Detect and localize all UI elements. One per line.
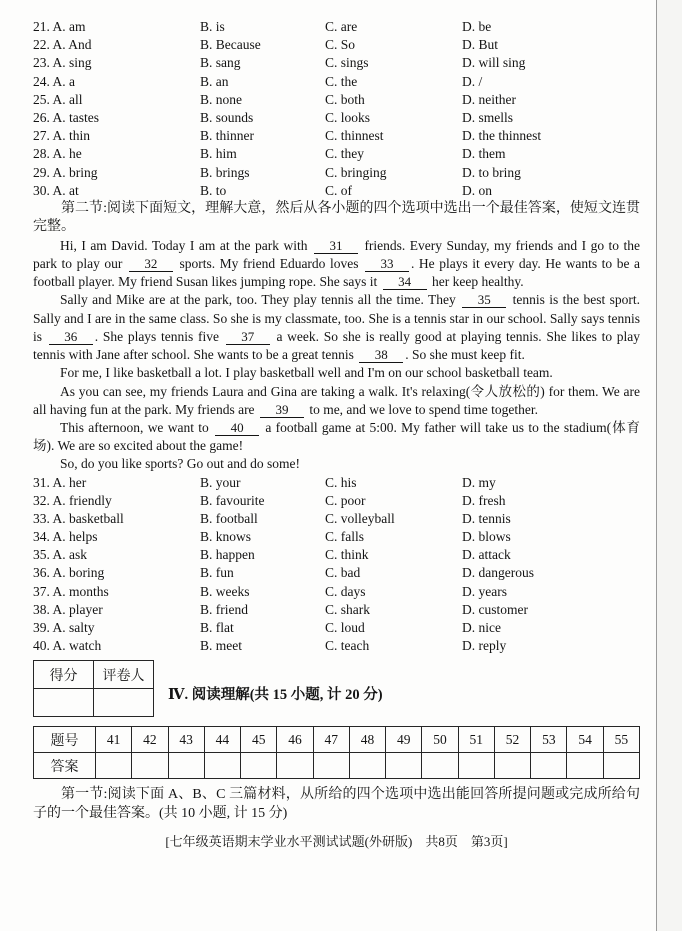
option-number-a: 35. A. ask — [33, 547, 88, 563]
option-b: B. meet — [200, 638, 242, 654]
question-number-cell: 42 — [132, 727, 168, 753]
cloze-paragraph-2 — [33, 291, 640, 364]
option-number-a: 27. A. thin — [33, 128, 91, 144]
option-number-a: 26. A. tastes — [33, 109, 100, 125]
option-number-a: 34. A. helps — [33, 529, 98, 545]
cloze-blank-39: 39 — [260, 403, 304, 418]
exam-page — [33, 18, 640, 852]
passage-text: to me, and we love to spend time together. — [309, 401, 539, 417]
score-box — [33, 660, 154, 717]
passage-text: Sally and Mike are at the park, too. They play tennis all the time. They — [60, 292, 456, 308]
option-b: B. fun — [200, 565, 234, 581]
option-number-a: 23. A. sing — [33, 55, 92, 71]
option-c: C. of — [325, 182, 352, 198]
options-block-31-40 — [33, 474, 640, 656]
option-row-38 — [33, 601, 640, 619]
option-c: C. both — [325, 91, 365, 107]
option-c: C. falls — [325, 529, 364, 545]
option-d: D. dangerous — [462, 565, 534, 581]
option-row-29 — [33, 164, 640, 182]
cloze-paragraph-6 — [33, 455, 640, 473]
question-number-label: 题号 — [34, 727, 96, 753]
option-d: D. them — [462, 146, 506, 162]
option-d: D. on — [462, 182, 492, 198]
option-d: D. attack — [462, 547, 511, 563]
cloze-paragraph-3 — [33, 364, 640, 382]
option-b: B. him — [200, 146, 237, 162]
cloze-blank-34: 34 — [383, 275, 427, 290]
option-number-a: 22. A. And — [33, 37, 92, 53]
option-number-a: 31. A. her — [33, 474, 87, 490]
answer-label: 答案 — [34, 753, 96, 779]
score-section — [33, 660, 640, 717]
question-number-cell: 55 — [603, 727, 639, 753]
option-number-a: 29. A. bring — [33, 164, 98, 180]
option-row-27 — [33, 127, 640, 145]
answer-cell — [531, 753, 567, 779]
answer-cell — [567, 753, 603, 779]
passage-text: her keep healthy. — [431, 274, 524, 290]
question-number-cell: 54 — [567, 727, 603, 753]
option-number-a: 24. A. a — [33, 73, 76, 89]
option-d: D. be — [462, 19, 492, 34]
passage-text: This afternoon, we want to — [60, 419, 209, 435]
option-c: C. his — [325, 474, 357, 490]
passage-text: tennis is the best sport. Sally and I are in the same class. So she is my classmate, too. She is a tennis star in our school. Sally says tennis is — [33, 292, 641, 344]
question-number-cell: 41 — [96, 727, 132, 753]
option-c: C. looks — [325, 109, 371, 125]
option-b: B. none — [200, 91, 242, 107]
option-d: D. reply — [462, 638, 507, 654]
option-c: C. thinnest — [325, 128, 384, 144]
question-number-cell: 43 — [168, 727, 204, 753]
option-c: C. are — [325, 19, 358, 34]
option-d: D. But — [462, 37, 499, 53]
answer-cell — [277, 753, 313, 779]
passage-text: . He plays it every day. He wants to be a football player. My friend Susan likes jumping rope. She says it — [33, 256, 640, 290]
option-number-a: 32. A. friendly — [33, 492, 112, 508]
option-d: D. years — [462, 583, 507, 599]
option-row-34 — [33, 528, 640, 546]
cloze-paragraph-4 — [33, 383, 640, 419]
option-b: B. to — [200, 182, 227, 198]
option-d: D. nice — [462, 620, 501, 636]
scan-page-edge — [656, 0, 682, 931]
answer-cell — [204, 753, 240, 779]
option-row-39 — [33, 619, 640, 637]
page-footer: [七年级英语期末学业水平测试试题(外研版) 共8页 第3页] — [165, 834, 508, 850]
cloze-passage — [33, 237, 640, 474]
passage-text: friends. Every Sunday, my friends and I go to the park to play our — [33, 237, 641, 272]
answer-cell — [458, 753, 494, 779]
option-b: B. sang — [200, 55, 241, 71]
passage-text: Hi, I am David. Today I am at the park with — [60, 237, 308, 253]
cloze-blank-40: 40 — [215, 421, 259, 436]
option-row-28 — [33, 145, 640, 163]
question-number-cell: 49 — [386, 727, 422, 753]
cloze-paragraph-5 — [33, 419, 640, 455]
option-row-31 — [33, 474, 640, 492]
option-number-a: 40. A. watch — [33, 638, 102, 654]
passage-text: So, do you like sports? Go out and do some! — [60, 456, 300, 472]
question-number-cell: 47 — [313, 727, 349, 753]
answer-cell — [494, 753, 530, 779]
cloze-blank-31: 31 — [314, 239, 358, 254]
option-c: C. days — [325, 583, 366, 599]
option-b: B. happen — [200, 547, 255, 563]
option-c: C. shark — [325, 601, 370, 617]
option-c: C. bringing — [325, 164, 387, 180]
passage-text: . She plays tennis five — [94, 328, 219, 344]
option-d: D. blows — [462, 529, 511, 545]
score-label: 得分 — [34, 661, 94, 689]
cloze-blank-37: 37 — [226, 330, 270, 345]
answer-cell — [603, 753, 639, 779]
option-number-a: 21. A. am — [33, 19, 86, 34]
option-d: D. will sing — [462, 55, 526, 71]
option-number-a: 30. A. at — [33, 182, 79, 198]
section-iv-title: Ⅳ. 阅读理解(共 15 小题, 计 20 分) — [168, 687, 383, 704]
cloze-blank-33: 33 — [365, 257, 409, 272]
option-c: C. they — [325, 146, 364, 162]
cloze-blank-35: 35 — [462, 293, 506, 308]
option-d: D. smells — [462, 109, 514, 125]
option-d: D. to bring — [462, 164, 521, 180]
answer-cell — [386, 753, 422, 779]
option-b: B. weeks — [200, 583, 250, 599]
reading-instructions: 第一节:阅读下面 A、B、C 三篇材料，从所给的四个选项中选出能回答所提问题或完成所给句子的一个最佳答案。(共 10 小题, 计 15 分) — [33, 787, 640, 821]
passage-text: . So she must keep fit. — [405, 347, 525, 363]
score-value-cell — [34, 689, 94, 717]
option-d: D. fresh — [462, 492, 506, 508]
options-block-21-30 — [33, 18, 640, 200]
option-number-a: 38. A. player — [33, 601, 103, 617]
cloze-blank-38: 38 — [359, 348, 403, 363]
question-number-cell: 44 — [204, 727, 240, 753]
option-c: C. loud — [325, 620, 365, 636]
passage-text: a football game at 5:00. My father will take us to the stadium(体育场). We are so excited about the game! — [33, 419, 641, 454]
answer-cell — [313, 753, 349, 779]
question-number-cell: 52 — [494, 727, 530, 753]
option-b: B. favourite — [200, 492, 265, 508]
option-row-25 — [33, 91, 640, 109]
option-row-21 — [33, 18, 640, 36]
option-d: D. / — [462, 73, 483, 89]
answer-cell — [96, 753, 132, 779]
option-number-a: 36. A. boring — [33, 565, 105, 581]
option-row-40 — [33, 637, 640, 655]
option-b: B. knows — [200, 529, 252, 545]
passage-text: a week. So she is really good at playing tennis. She likes to play tennis with Jane after school. She wants to be a great tennis — [33, 328, 641, 363]
passage-text: For me, I like basketball a lot. I play basketball well and I'm on our school basketball team. — [60, 365, 553, 381]
option-c: C. poor — [325, 492, 366, 508]
option-d: D. customer — [462, 601, 528, 617]
answer-table — [33, 726, 640, 779]
option-row-33 — [33, 510, 640, 528]
option-d: D. the thinnest — [462, 128, 542, 144]
option-c: C. So — [325, 37, 356, 53]
option-row-37 — [33, 583, 640, 601]
option-b: B. Because — [200, 37, 261, 53]
option-b: B. friend — [200, 601, 248, 617]
option-b: B. an — [200, 73, 229, 89]
answer-cell — [349, 753, 385, 779]
option-row-24 — [33, 73, 640, 91]
answer-cell — [168, 753, 204, 779]
option-c: C. think — [325, 547, 369, 563]
option-row-23 — [33, 54, 640, 72]
option-c: C. volleyball — [325, 510, 395, 526]
grader-label: 评卷人 — [94, 661, 154, 689]
option-b: B. brings — [200, 164, 250, 180]
question-number-cell: 46 — [277, 727, 313, 753]
option-row-32 — [33, 492, 640, 510]
option-number-a: 37. A. months — [33, 583, 109, 599]
option-c: C. sings — [325, 55, 369, 71]
option-b: B. thinner — [200, 128, 254, 144]
question-number-cell: 45 — [241, 727, 277, 753]
passage-text: As you can see, my friends Laura and Gina are taking a walk. It's relaxing(令人放松的) for them. We are all having fun at the park. My friends are — [33, 383, 640, 417]
answer-cell — [422, 753, 458, 779]
answer-table-number-row — [34, 727, 640, 753]
option-row-30 — [33, 182, 640, 200]
option-c: C. teach — [325, 638, 370, 654]
option-c: C. bad — [325, 565, 361, 581]
option-b: B. your — [200, 474, 241, 490]
option-number-a: 28. A. he — [33, 146, 82, 162]
option-number-a: 25. A. all — [33, 91, 83, 107]
option-row-26 — [33, 109, 640, 127]
answer-cell — [241, 753, 277, 779]
question-number-cell: 50 — [422, 727, 458, 753]
answer-cell — [132, 753, 168, 779]
option-number-a: 33. A. basketball — [33, 510, 124, 526]
option-d: D. my — [462, 474, 496, 490]
option-b: B. is — [200, 19, 225, 34]
option-row-35 — [33, 546, 640, 564]
cloze-blank-36: 36 — [49, 330, 93, 345]
option-c: C. the — [325, 73, 358, 89]
option-number-a: 39. A. salty — [33, 620, 95, 636]
grader-value-cell — [94, 689, 154, 717]
question-number-cell: 51 — [458, 727, 494, 753]
passage-text: sports. My friend Eduardo loves — [179, 256, 359, 272]
answer-table-answer-row — [34, 753, 640, 779]
option-b: B. football — [200, 510, 258, 526]
option-d: D. tennis — [462, 510, 511, 526]
cloze-blank-32: 32 — [129, 257, 173, 272]
question-number-cell: 53 — [531, 727, 567, 753]
cloze-paragraph-1 — [33, 237, 640, 292]
option-row-36 — [33, 564, 640, 582]
question-number-cell: 48 — [349, 727, 385, 753]
option-d: D. neither — [462, 91, 516, 107]
option-row-22 — [33, 36, 640, 54]
cloze-instructions: 第二节:阅读下面短文，理解大意，然后从各小题的四个选项中选出一个最佳答案，使短文连贯完整。 — [33, 200, 640, 235]
option-b: B. flat — [200, 620, 234, 636]
option-b: B. sounds — [200, 109, 254, 125]
